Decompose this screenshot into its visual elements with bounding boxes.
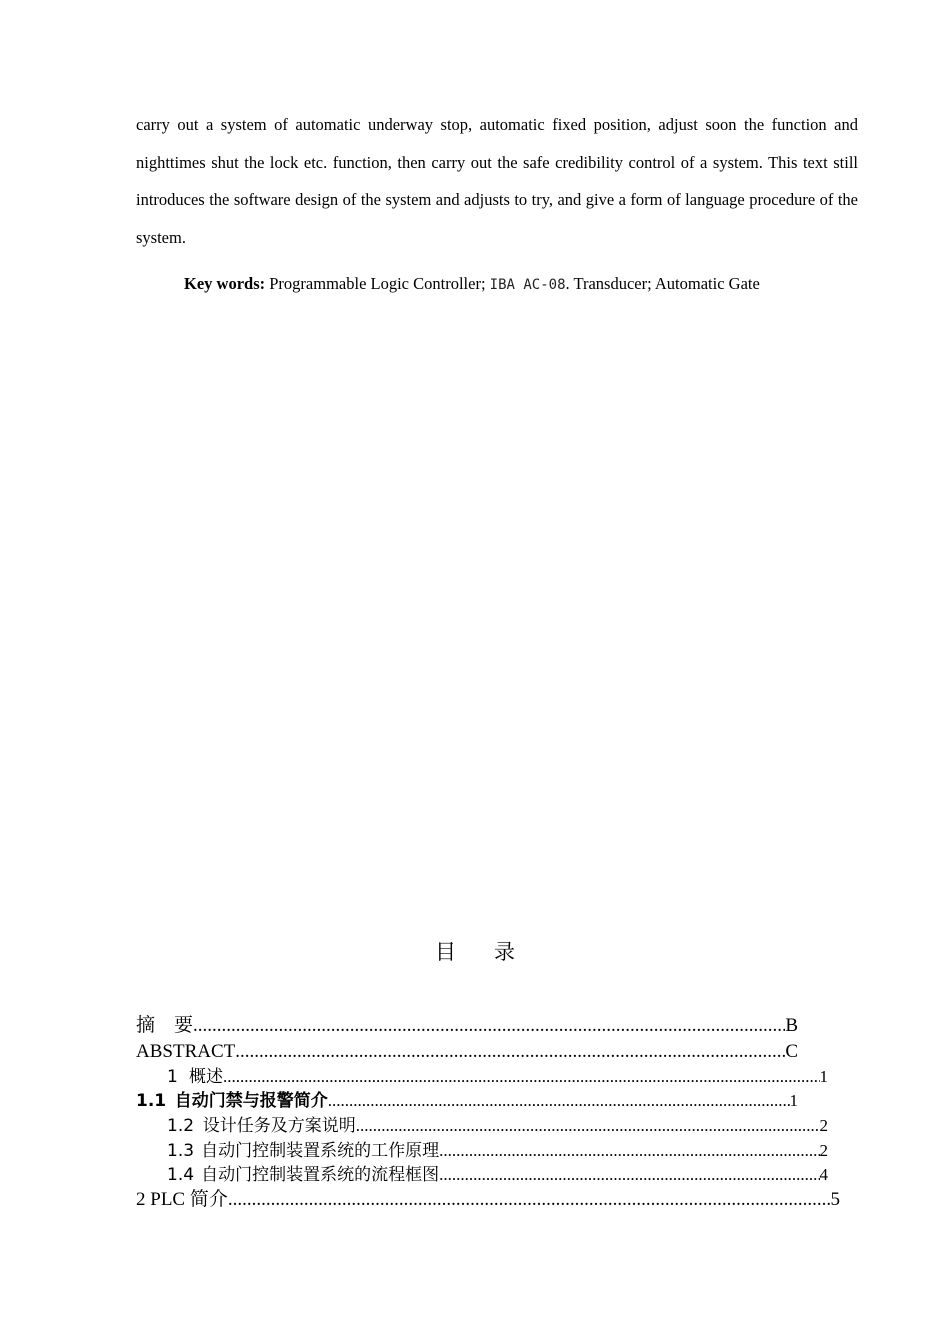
toc-leader-dots bbox=[356, 1113, 820, 1138]
keywords-part-3: . Transducer; Automatic Gate bbox=[565, 274, 760, 293]
toc-entry-label: 设计任务及方案说明 bbox=[202, 1116, 356, 1136]
keywords-line bbox=[184, 270, 864, 299]
toc-entry-abstract-cn[interactable] bbox=[136, 1013, 798, 1038]
toc-entry-label: 概述 bbox=[189, 1067, 223, 1087]
toc-entry-1-2[interactable] bbox=[167, 1113, 828, 1138]
toc-entry-1-3[interactable] bbox=[167, 1138, 828, 1163]
toc-entry-2[interactable] bbox=[136, 1187, 840, 1212]
toc-leader-dots bbox=[439, 1162, 819, 1187]
toc-entry-page: B bbox=[785, 1015, 798, 1036]
toc-entry-label: ABSTRACT bbox=[136, 1041, 236, 1062]
toc-leader-dots bbox=[223, 1064, 820, 1089]
toc-title: 目录 bbox=[435, 940, 553, 964]
abstract-paragraph: carry out a system of automatic underway stop, automatic fixed position, adjust soon the function and nighttimes shut the lock etc. function, then carry out the safe credibility control of a system. This text still introduces the software design of the system and adjusts to try, and give a form of language procedure of the system. bbox=[136, 115, 858, 247]
toc-leader-dots bbox=[439, 1138, 819, 1163]
toc-entry-page: 2 bbox=[819, 1141, 828, 1160]
toc-entry-number: 1.3 bbox=[167, 1141, 195, 1161]
keywords-part-2: IBA AC-08 bbox=[489, 277, 566, 293]
toc-entry-abstract-en[interactable] bbox=[136, 1039, 798, 1064]
toc-leader-dots bbox=[328, 1088, 790, 1113]
toc-entry-number: 1.2 bbox=[167, 1116, 195, 1136]
toc-entry-page: 1 bbox=[789, 1091, 798, 1110]
toc-leader-dots bbox=[228, 1187, 831, 1212]
toc-entry-number: 1 bbox=[167, 1067, 178, 1087]
toc-entry-label: 自动门控制装置系统的流程框图 bbox=[201, 1165, 440, 1185]
keywords-label: Key words: bbox=[184, 274, 266, 293]
toc-entry-number: 1.1 bbox=[136, 1091, 167, 1111]
toc-leader-dots bbox=[193, 1013, 785, 1038]
toc-entry-page: 4 bbox=[819, 1165, 828, 1184]
toc-entry-1-4[interactable] bbox=[167, 1162, 828, 1187]
toc-entry-label: 摘 要 bbox=[136, 1014, 194, 1036]
keywords-part-1: Programmable Logic Controller; bbox=[269, 274, 486, 293]
toc-entry-1[interactable] bbox=[167, 1064, 828, 1089]
toc-entry-page: C bbox=[785, 1041, 798, 1062]
toc-leader-dots bbox=[235, 1039, 785, 1064]
toc-entry-page: 5 bbox=[830, 1189, 840, 1210]
toc-entry-page: 1 bbox=[819, 1067, 828, 1086]
toc-entry-label: 2 PLC 简介 bbox=[136, 1189, 228, 1210]
toc-entry-number: 1.4 bbox=[167, 1165, 195, 1185]
toc-entry-label: 自动门禁与报警简介 bbox=[174, 1091, 328, 1111]
toc-entry-label: 自动门控制装置系统的工作原理 bbox=[201, 1141, 440, 1161]
toc-entry-1-1[interactable] bbox=[136, 1088, 798, 1113]
toc-entry-page: 2 bbox=[819, 1116, 828, 1135]
